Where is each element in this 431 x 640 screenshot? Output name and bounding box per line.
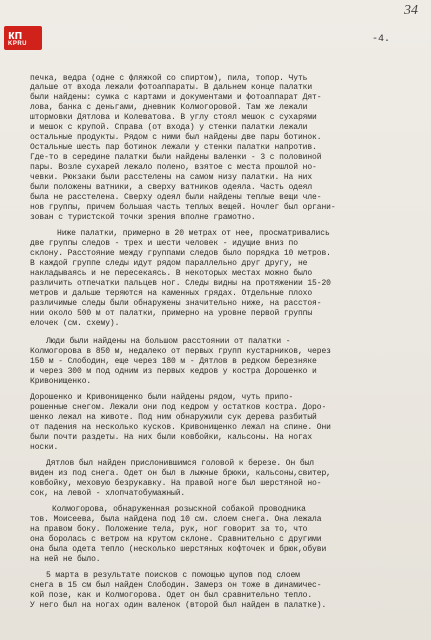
text-line: тов. Моисеева, была найдена под 10 см. слоем снега. Она лежала: [30, 515, 322, 524]
text-line: остальные продукты. Рядом с ними был найдены две пары ботинок.: [30, 133, 322, 142]
text-line: Дятлов был найден прислонившимся головой к березе. Он был: [46, 459, 314, 468]
text-line: печка, ведра (одне с фляжкой со спиртом), пила, топор. Чуть: [30, 74, 308, 83]
text-line: и через 300 м под одним из первых кедров у костра Дорошенко и: [30, 367, 317, 376]
text-line: зован с туристской точки зрения вполне грамотно.: [30, 213, 256, 222]
text-line: 150 м - Слободин, еще через 180 м - Дятлов в редком березняке: [30, 357, 317, 366]
text-line: она была одета тепло (несколько шерстяных кофточек и брюк,обуви: [30, 545, 327, 554]
text-line: елочек (см. схему).: [30, 319, 120, 328]
text-line: Люди были найдены на большом расстоянии от палатки -: [46, 337, 291, 346]
text-line: были положены ватники, а сверху ватников одеяла. Часть одеял: [30, 183, 313, 192]
text-line: ковбойку, меховую безрукавку. На правой ноге был шерстяной но-: [30, 479, 322, 488]
text-line: снега в 15 см был найден Слободин. Замерз он тоже в динамичес-: [30, 581, 322, 590]
text-line: Где-то в середине палатки были найдены валенки - 3 с половиной: [30, 153, 322, 162]
text-line: были почти раздеты. На них были ковбойки, кальсоны. На ногах: [30, 433, 313, 442]
text-line: метров и дальше теряются на каменных грядах. Отдельные плохо: [30, 289, 313, 298]
text-line: В каждой группе следы идут рядом параллельно друг другу, не: [30, 259, 308, 268]
text-line: Остальные шесть пар ботинок лежали у стенки палатки напротив.: [30, 143, 317, 152]
text-line: на правом боку. Положение тела, рук, ног говорит за то, что: [30, 525, 308, 534]
text-line: на ней не было.: [30, 555, 101, 564]
text-line: сок, на левой - хлопчатобумажный.: [30, 489, 186, 498]
text-line: шенко лежал на животе. Под ним обнаружили сук дерева разбитый: [30, 413, 317, 422]
text-line: носки.: [30, 443, 59, 452]
text-line: была не расстелена. Сверху одеял были найдены теплые вещи чле-: [30, 193, 322, 202]
text-line: склону. Расстояние между группами следов было порядка 10 метров.: [30, 249, 331, 258]
text-line: нии около 500 м от палатки, примерно на уровне первой группы: [30, 309, 313, 318]
text-line: она боролась с ветром на крутом склоне. Сравнительно с другими: [30, 535, 322, 544]
text-line: Колмогорова, обнаруженная розыскной собакой проводника: [52, 505, 306, 514]
text-line: виден из под снега. Одет он был в лыжные брюки, кальсоны,свитер,: [30, 469, 331, 478]
text-line: 5 марта в результате поисков с помощью щупов под слоем: [46, 571, 300, 580]
text-line: две группы следов - трех и шести человек - идущие вниз по: [30, 239, 298, 248]
text-line: различить отпечатки пальцев ног. Следы видны на протяжении 15-20: [30, 279, 331, 288]
text-line: нов группы, причем большая часть теплых вещей. Ночлег был органи-: [30, 203, 336, 212]
archive-page-number: 34: [404, 3, 418, 18]
kp-logo-subtext: KPRU: [8, 41, 28, 47]
text-line: от падения на несколько кусков. Кривонищенко лежал на спине. Они: [30, 423, 331, 432]
text-line: чевки. Рюкзаки были расстелены на самом низу палатки. На них: [30, 173, 313, 182]
kp-logo-text: кп: [8, 27, 23, 42]
text-line: были найдены: сумка с картами и документами и фотоаппарат Дят-: [30, 93, 322, 102]
text-line: дальше от входа лежали фотоаппараты. В дальнем конце палатки: [30, 83, 313, 92]
text-line: различимые следы были обнаружены значительно ниже, на расстоя-: [30, 299, 322, 308]
text-line: У него был на ногах один валенок (второй был найден в палатке).: [30, 601, 327, 610]
text-line: кой позе, как и Колмогорова. Одет он был сравнительно тепло.: [30, 591, 313, 600]
text-line: Кривонищенко.: [30, 377, 92, 386]
page-number: -4.: [372, 34, 391, 45]
text-line: Колмогорова в 850 м, недалеко от первых групп кустарников, через: [30, 347, 331, 356]
text-line: пары. Возле сухарей лежало полено, взятое с места прошлой но-: [30, 163, 317, 172]
text-line: накладываясь и не пересекаясь. В некоторых местах можно было: [30, 269, 313, 278]
text-line: Ниже палатки, примерно в 20 метрах от нее, просматривались: [57, 229, 330, 238]
text-line: рошенные снегом. Лежали они под кедром у остатков костра. Доро-: [30, 403, 327, 412]
text-line: лова, банка с деньгами, дневник Колмогоровой. Там же лежали: [30, 103, 308, 112]
text-line: Дорошенко и Кривонищенко были найдены рядом, чуть припо-: [30, 393, 294, 402]
text-line: штормовки Дятлова и Колеватова. В углу стоял мешок с сухарями: [30, 113, 317, 122]
text-line: и мешок с крупой. Справа (от входа) у стенки палатки лежали: [30, 123, 308, 132]
